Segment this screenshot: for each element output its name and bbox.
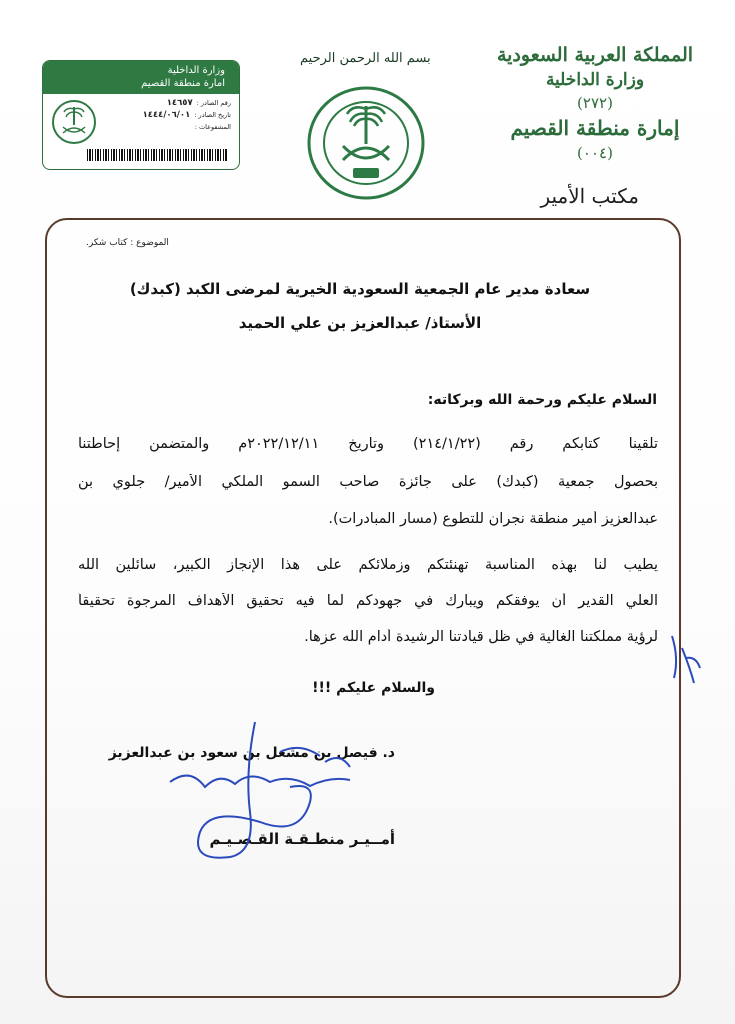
paragraph-2-line-2: العلي القدير أن يوفقكم ويبارك في جهودكم لما فيه تحقيق الأهداف المرجوة تحقيقاً: [78, 593, 658, 609]
office-label: مكتب الأمير: [540, 184, 639, 208]
stamp-attachments-row: [91, 121, 231, 133]
ministry-header: [485, 42, 705, 164]
paragraph-2-line-1: يطيب لنا بهذه المناسبة تهنئتكم وزملائكم على هذا الإنجاز الكبير، سائلين الله: [78, 557, 658, 573]
signer-name: د. فيصل بن مشعل بن سعود بن عبدالعزيز: [108, 745, 395, 761]
paragraph-1-line-1: تلقينا كتابكم رقم (٢١٤/١/٢٢) وتاريخ ٢٠٢٢/١٢/١١م والمتضمن إحاطتنا: [78, 436, 658, 452]
signer-title: أمــيـر منطـقـة القـصـيـم: [209, 830, 395, 848]
salutation: السلام عليكم ورحمة الله وبركاته:: [427, 392, 657, 408]
barcode: [87, 149, 227, 161]
stamp-attachments-label: المشفوعات :: [194, 123, 231, 131]
outgoing-stamp: [42, 60, 240, 170]
handwritten-signature: [150, 712, 360, 862]
paragraph-1-line-3: عبدالعزيز أمير منطقة نجران للتطوع (مسار المبادرات).: [328, 511, 658, 527]
stamp-region: امارة منطقة القصيم: [141, 78, 225, 89]
addressee-line-1: سعادة مدير عام الجمعية السعودية الخيرية لمرضى الكبد (كبدك): [129, 280, 591, 298]
basmala: بسم الله الرحمن الرحيم: [300, 51, 431, 66]
ministry-code: (٢٧٢): [577, 94, 613, 112]
stamp-date-row: [91, 109, 231, 121]
region-code: (٠٠٤): [577, 144, 613, 162]
ministry-name: وزارة الداخلية: [545, 70, 645, 90]
stamp-ref-row: [91, 97, 231, 109]
stamp-ref-label: رقم الصادر :: [196, 99, 231, 107]
addressee-line-2: الأستاذ/ عبدالعزيز بن علي الحميد: [238, 314, 482, 332]
region-name: إمارة منطقة القصيم: [510, 116, 680, 140]
paragraph-2-line-3: لرؤية مملكتنا الغالية في ظل قيادتنا الرشيدة أدام الله عزها.: [304, 629, 658, 645]
stamp-fields: [91, 97, 231, 133]
stamp-header: [43, 61, 239, 94]
stamp-date-value: ١٤٤٤/٠٦/٠١: [142, 110, 191, 120]
margin-annotation: [664, 628, 704, 688]
ministry-emblem-icon: [305, 84, 427, 202]
stamp-date-label: تاريخ الصادر :: [194, 111, 231, 119]
stamp-ref-value: ١٤٦٥٧: [166, 98, 193, 108]
closing: والسلام عليكم !!!: [312, 680, 435, 696]
letter-subject: الموضوع : كتاب شكر.: [86, 238, 169, 248]
paragraph-1-line-2: بحصول جمعية (كبدك) على جائزة صاحب السمو الملكي الأمير/ جلوي بن: [78, 474, 658, 490]
stamp-ministry: وزارة الداخلية: [167, 65, 225, 76]
kingdom-name: المملكة العربية السعودية: [496, 44, 694, 66]
